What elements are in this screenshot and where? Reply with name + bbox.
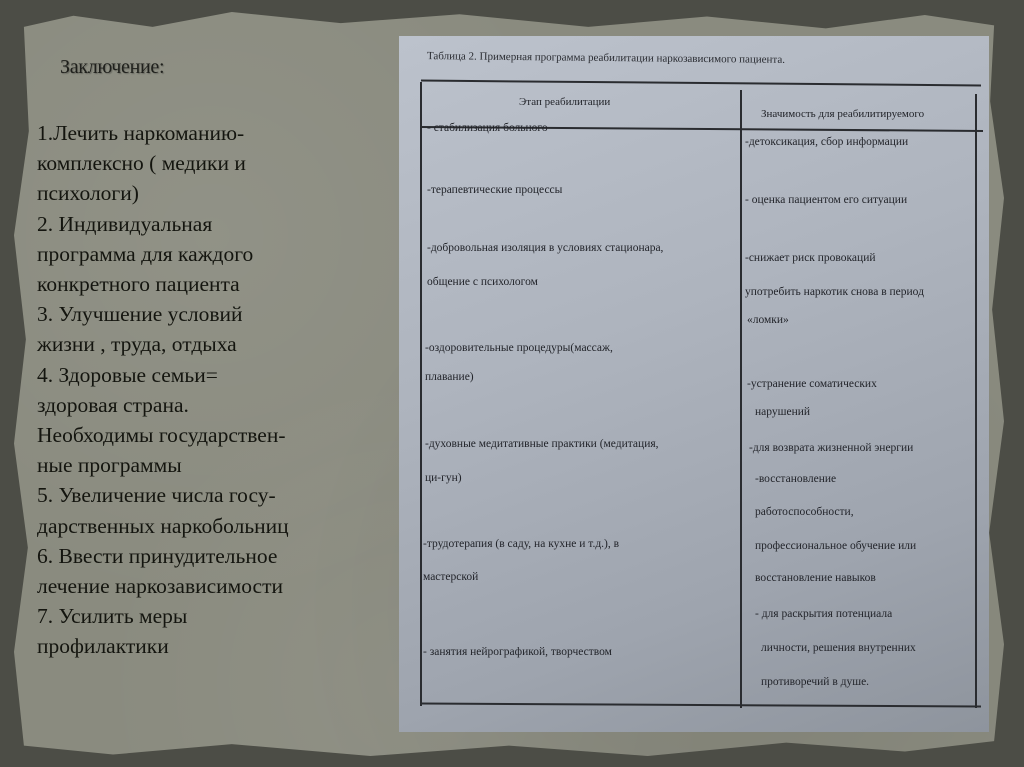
- left-cell-line: -духовные медитативные практики (медитация,: [425, 438, 659, 450]
- left-cell-line: -оздоровительные процедуры(массаж,: [425, 342, 613, 354]
- list-item: 6. Ввести принудительное лечение наркозависимости: [37, 543, 284, 599]
- list-item: 4. Здоровые семьи= здоровая страна. Необходимы государствен- ные программы: [37, 362, 286, 478]
- left-cell-line: общение с психологом: [427, 276, 538, 288]
- right-cell-line: восстановление навыков: [755, 572, 876, 584]
- list-item: 2. Индивидуальная программа для каждого конкретного пациента: [37, 211, 254, 297]
- left-cell-line: - стабилизация больного: [427, 122, 548, 134]
- table-border-top: [421, 80, 981, 87]
- right-cell-line: употребить наркотик снова в период: [745, 286, 924, 298]
- table-border-bottom: [421, 703, 981, 708]
- right-cell-line: - для раскрытия потенциала: [755, 608, 893, 620]
- right-cell-line: -для возврата жизненной энергии: [749, 442, 914, 454]
- slide-title: Заключение:: [60, 56, 165, 78]
- left-cell-line: - занятия нейрографикой, творчеством: [423, 646, 612, 658]
- conclusion-list: [37, 118, 397, 662]
- right-cell-line: противоречий в душе.: [761, 676, 870, 688]
- right-cell-line: -детоксикация, сбор информации: [745, 136, 909, 148]
- right-cell-line: нарушений: [755, 406, 811, 418]
- left-cell-line: ци-гун): [425, 472, 462, 484]
- table-column-divider: [740, 90, 742, 708]
- right-cell-line: личности, решения внутренних: [761, 642, 916, 654]
- left-cell-line: -терапевтические процессы: [427, 184, 563, 196]
- right-cell-line: -устранение соматических: [747, 378, 877, 390]
- table-caption: Таблица 2. Примерная программа реабилитации наркозависимого пациента.: [426, 50, 786, 66]
- list-item: 5. Увеличение числа госу- дарственных наркобольниц: [37, 483, 289, 538]
- table-photo: [399, 36, 989, 732]
- right-cell-line: - оценка пациентом его ситуации: [745, 194, 908, 206]
- right-cell-line: профессиональное обучение или: [755, 540, 917, 552]
- left-cell-line: мастерской: [423, 571, 479, 583]
- column-header-significance: Значимость для реабилитируемого: [761, 108, 925, 120]
- right-cell-line: -снижает риск провокаций: [745, 252, 876, 264]
- table-border-left: [420, 82, 422, 706]
- list-item: 7. Усилить меры профилактики: [37, 604, 188, 659]
- list-item: 3. Улучшение условий жизни , труда, отдыха: [37, 302, 243, 357]
- left-cell-line: -трудотерапия (в саду, на кухне и т.д.), в: [423, 538, 620, 550]
- left-cell-line: -добровольная изоляция в условиях стационара,: [427, 242, 664, 254]
- right-cell-line: «ломки»: [747, 314, 789, 326]
- table-border-right: [975, 94, 977, 708]
- right-cell-line: -восстановление: [755, 473, 837, 485]
- left-cell-line: плавание): [425, 371, 474, 383]
- column-header-stage: Этап реабилитации: [519, 96, 611, 108]
- right-cell-line: работоспособности,: [755, 506, 854, 518]
- list-item: 1.Лечить наркоманию- комплексно ( медики и психологи): [37, 121, 246, 206]
